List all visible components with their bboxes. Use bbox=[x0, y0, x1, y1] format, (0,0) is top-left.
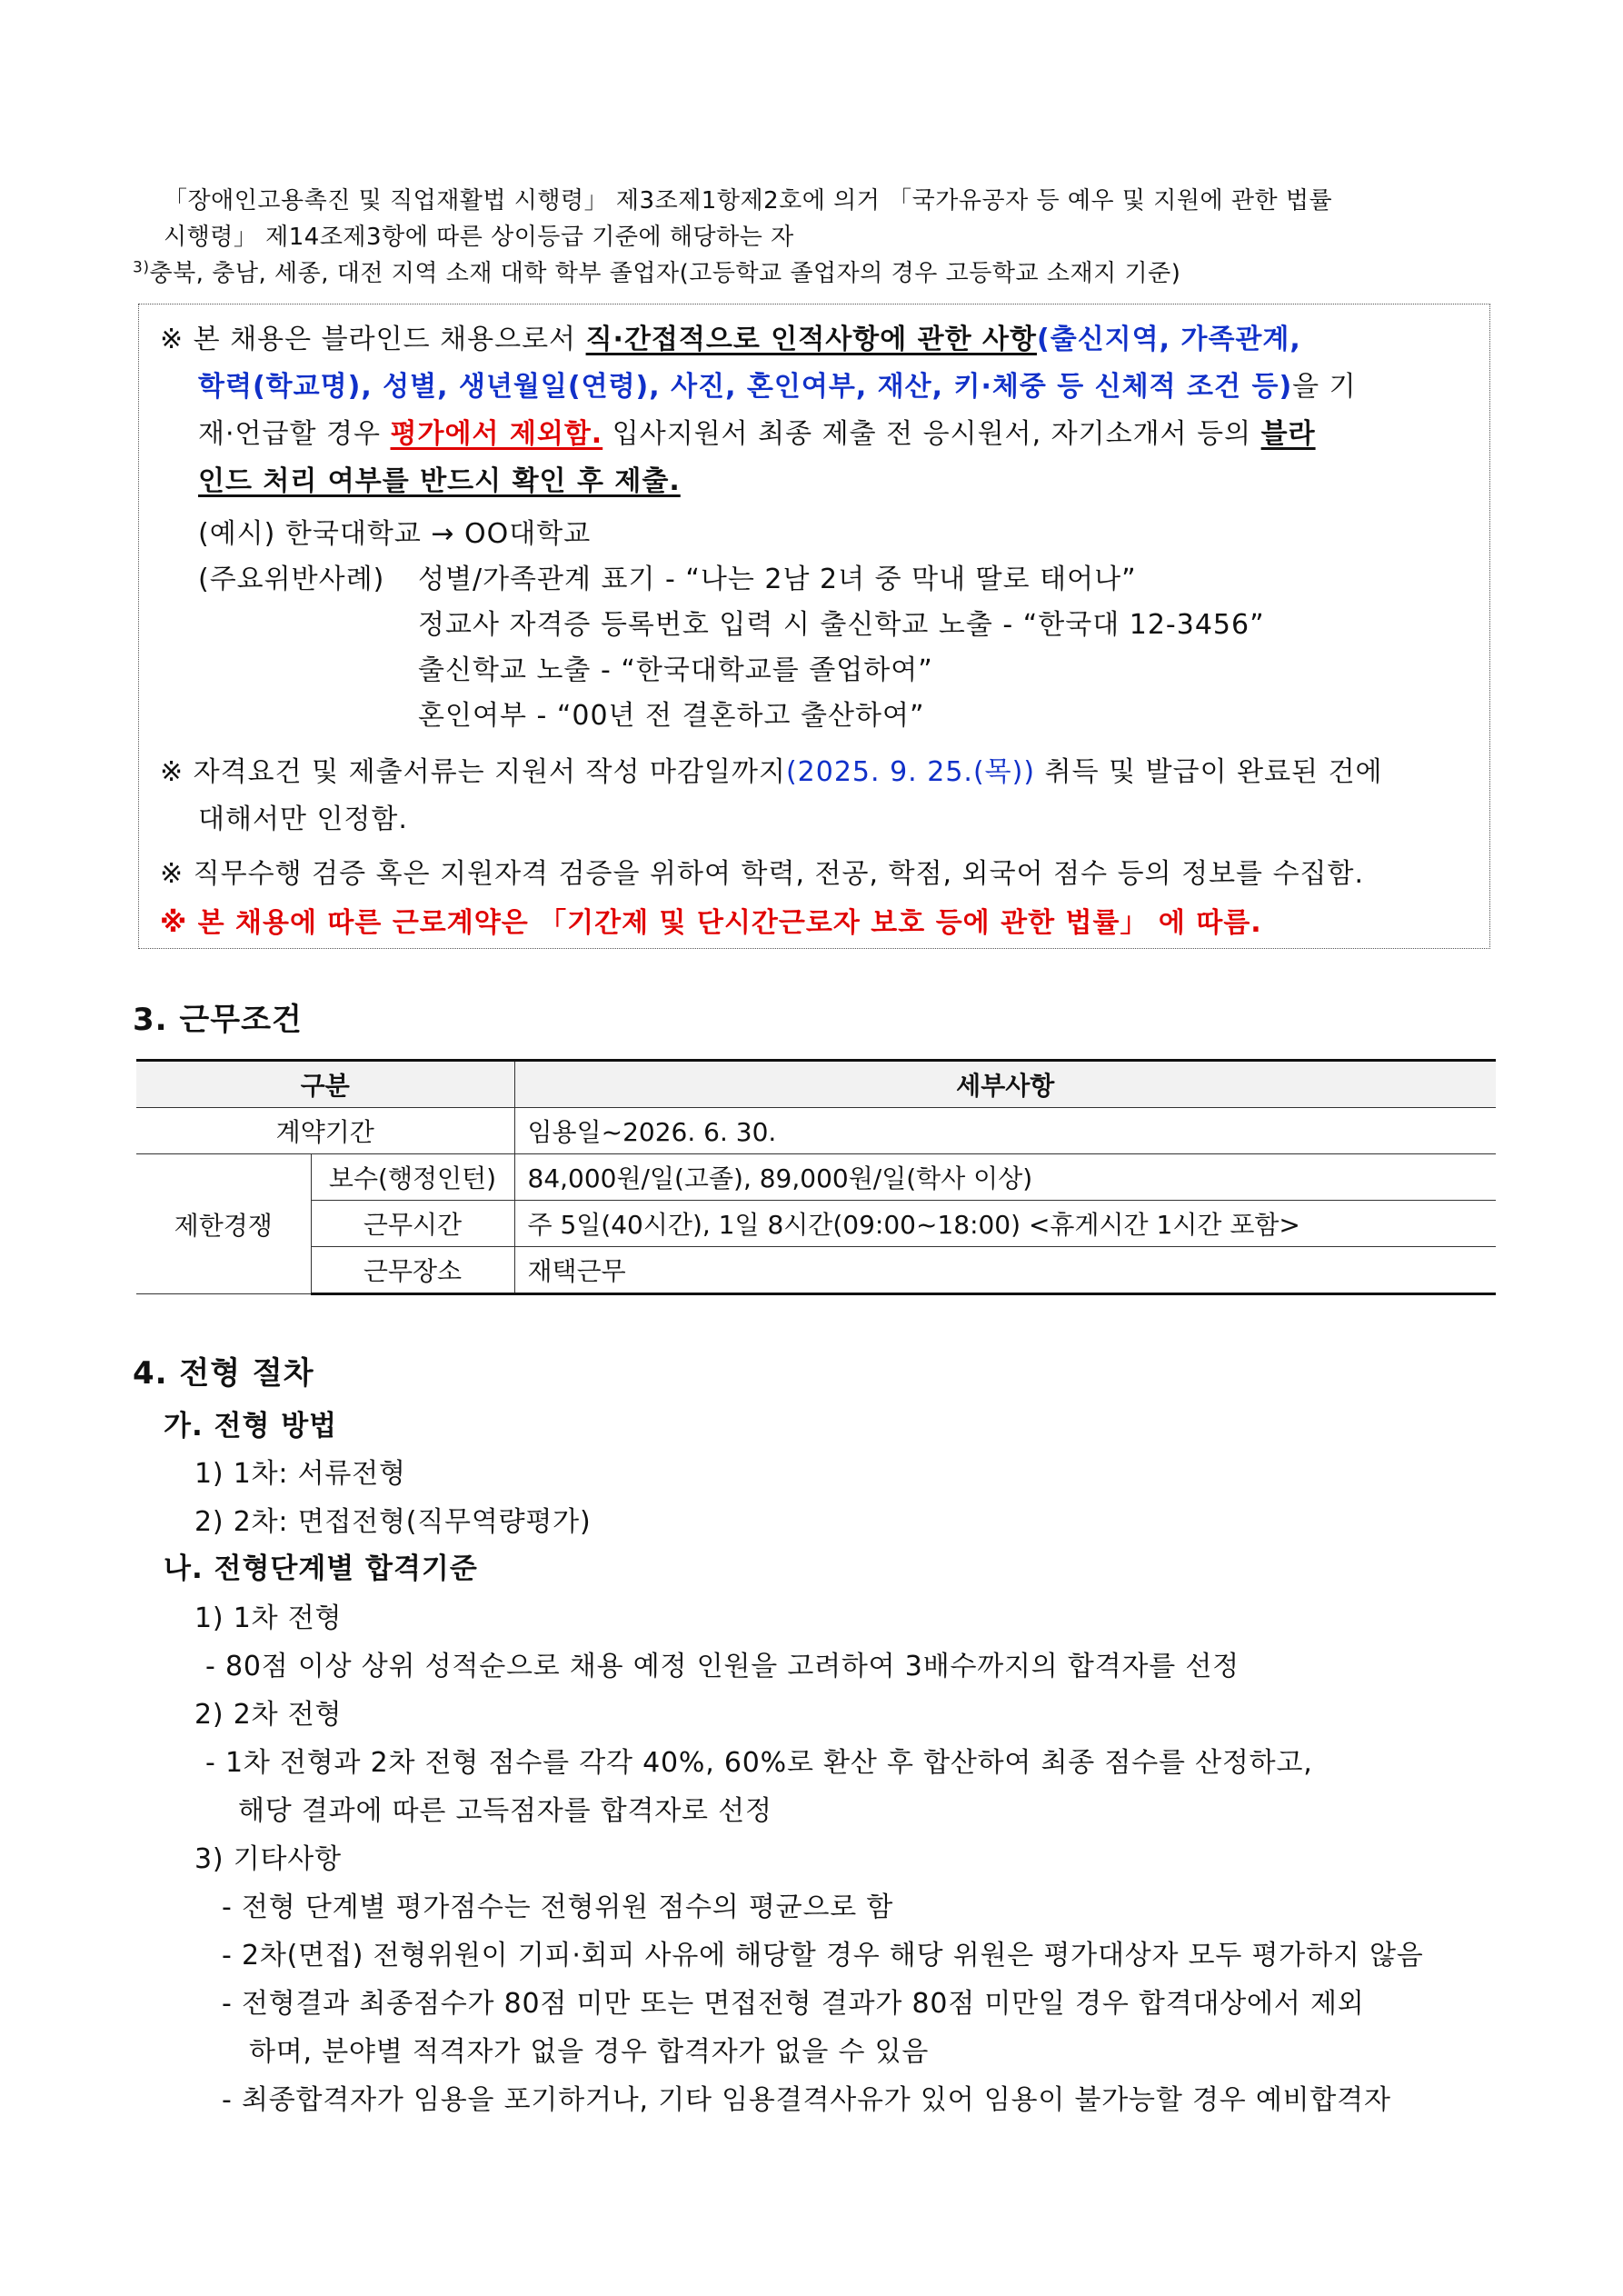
table-row bbox=[136, 1201, 1496, 1247]
method-item: 1) 1차: 서류전형 bbox=[194, 1458, 406, 1490]
violation-item: 출신학교 노출 - “한국대학교를 졸업하여” bbox=[418, 654, 933, 686]
contract-law-notice: ※ 본 채용에 따른 근로계약은 「기간제 및 단시간근로자 보호 등에 관한 법률」 에 따름. bbox=[160, 907, 1262, 939]
row-label: 근무시간 bbox=[311, 1201, 514, 1247]
contract-period-value: 임용일~2026. 6. 30. bbox=[514, 1108, 1496, 1154]
stage-1-title: 1) 1차 전형 bbox=[194, 1602, 343, 1634]
criteria-title: 나. 전형단계별 합격기준 bbox=[164, 1552, 478, 1585]
notice-mark: ※ bbox=[160, 324, 184, 355]
stage-1-text: - 80점 이상 상위 성적순으로 채용 예정 인원을 고려하여 3배수까지의 합격자를 선정 bbox=[205, 1651, 1240, 1682]
etc-item: - 최종합격자가 임용을 포기하거나, 기타 임용결격사유가 있어 임용이 불가능할 경우 예비합격자 bbox=[222, 2084, 1391, 2116]
etc-title: 3) 기타사항 bbox=[194, 1843, 342, 1875]
group-label: 제한경쟁 bbox=[136, 1154, 311, 1294]
blind-notice-line-4 bbox=[198, 458, 681, 498]
blind-notice-check-a: 블라 bbox=[1260, 418, 1316, 450]
blind-notice-examples-a: (출신지역, 가족관계, bbox=[1037, 324, 1301, 355]
table-row bbox=[136, 1108, 1496, 1154]
table-header-details: 세부사항 bbox=[514, 1061, 1496, 1108]
violation-item: 정교사 자격증 등록번호 입력 시 출신학교 노출 - “한국대 12-3456” bbox=[418, 609, 1265, 641]
qualification-text-a: 자격요건 및 제출서류는 지원서 작성 마감일까지 bbox=[184, 756, 786, 788]
notice-mark: ※ bbox=[160, 756, 184, 788]
etc-item: - 전형 단계별 평가점수는 전형위원 점수의 평균으로 함 bbox=[222, 1892, 894, 1923]
blind-notice-excluded: 평가에서 제외함. bbox=[390, 418, 603, 450]
blind-notice-line-3 bbox=[198, 411, 1316, 451]
blind-notice-line-2 bbox=[198, 364, 1357, 404]
blind-notice-text-e: 을 기 bbox=[1292, 371, 1357, 403]
row-value: 84,000원/일(고졸), 89,000원/일(학사 이상) bbox=[514, 1154, 1496, 1201]
stage-2-title: 2) 2차 전형 bbox=[194, 1699, 343, 1731]
blind-notice-text-a: 본 채용은 블라인드 채용으로서 bbox=[184, 324, 586, 355]
stage-2-text-line-1: - 1차 전형과 2차 전형 점수를 각각 40%, 60%로 환산 후 합산하여 최종 점수를 산정하고, bbox=[205, 1747, 1313, 1779]
example-text: (예시) 한국대학교 → OO대학교 bbox=[198, 518, 592, 550]
footnote-3-marker: 3) bbox=[133, 258, 150, 277]
blind-notice-text-f: 재·언급할 경우 bbox=[198, 418, 391, 450]
row-label: 보수(행정인턴) bbox=[311, 1154, 514, 1201]
row-value: 재택근무 bbox=[514, 1247, 1496, 1294]
etc-item-line-2: 하며, 분야별 적격자가 없을 경우 합격자가 없을 수 있음 bbox=[249, 2036, 930, 2068]
row-label: 근무장소 bbox=[311, 1247, 514, 1294]
section-4-title: 4. 전형 절차 bbox=[133, 1355, 314, 1392]
table-header-category: 구분 bbox=[136, 1061, 514, 1108]
etc-item: - 2차(면접) 전형위원이 기피·회피 사유에 해당할 경우 해당 위원은 평가대상자 모두 평가하지 않음 bbox=[222, 1940, 1424, 1972]
violation-item: 혼인여부 - “00년 전 결혼하고 출산하여” bbox=[418, 700, 925, 732]
qualification-notice-line-2: 대해서만 인정함. bbox=[198, 804, 408, 835]
footnote-3-text: 충북, 충남, 세종, 대전 지역 소재 대학 학부 졸업자(고등학교 졸업자의 경우 고등학교 소재지 기준) bbox=[149, 260, 1181, 287]
table-row bbox=[136, 1154, 1496, 1201]
blind-notice-line-1 bbox=[160, 316, 1301, 356]
blind-notice-check-b: 인드 처리 여부를 반드시 확인 후 제출. bbox=[198, 465, 681, 497]
qualification-text-c: 취득 및 발급이 완료된 건에 bbox=[1035, 756, 1383, 788]
data-collection-notice: ※ 직무수행 검증 혹은 지원자격 검증을 위하여 학력, 전공, 학점, 외국어 점수 등의 정보를 수집함. bbox=[160, 858, 1365, 890]
table-header-row bbox=[136, 1061, 1496, 1108]
blind-notice-examples-b: 학력(학교명), 성별, 생년월일(연령), 사진, 혼인여부, 재산, 키·체중 등 신체적 조건 등) bbox=[198, 371, 1293, 403]
work-conditions-table bbox=[136, 1059, 1496, 1295]
stage-2-text-line-2: 해당 결과에 따른 고득점자를 합격자로 선정 bbox=[238, 1795, 772, 1827]
violation-label: (주요위반사례) bbox=[198, 564, 385, 595]
row-value: 주 5일(40시간), 1일 8시간(09:00~18:00) <휴게시간 1시간 포함> bbox=[514, 1201, 1496, 1247]
blind-notice-text-h: 입사지원서 최종 제출 전 응시원서, 자기소개서 등의 bbox=[602, 418, 1261, 450]
contract-period-label: 계약기간 bbox=[136, 1108, 514, 1154]
etc-item-line-1: - 전형결과 최종점수가 80점 미만 또는 면접전형 결과가 80점 미만일 경우 합격대상에서 제외 bbox=[222, 1988, 1365, 2020]
method-item: 2) 2차: 면접전형(직무역량평가) bbox=[194, 1506, 592, 1538]
violation-item: 성별/가족관계 표기 - “나는 2남 2녀 중 막내 딸로 태어나” bbox=[418, 564, 1137, 595]
qualification-deadline: (2025. 9. 25.(목)) bbox=[785, 756, 1036, 788]
footnote-3 bbox=[133, 255, 1180, 288]
footnote-line-2: 시행령」 제14조제3항에 따른 상이등급 기준에 해당하는 자 bbox=[164, 224, 794, 251]
table-row bbox=[136, 1247, 1496, 1294]
qualification-notice-line-1 bbox=[160, 749, 1383, 789]
blind-notice-personal-info: 직·간접적으로 인적사항에 관한 사항 bbox=[585, 324, 1037, 355]
section-3-title: 3. 근무조건 bbox=[133, 1002, 303, 1038]
footnote-line-1: 「장애인고용촉진 및 직업재활법 시행령」 제3조제1항제2호에 의거 「국가유공자 등 예우 및 지원에 관한 법률 bbox=[164, 187, 1333, 215]
method-title: 가. 전형 방법 bbox=[164, 1410, 338, 1442]
